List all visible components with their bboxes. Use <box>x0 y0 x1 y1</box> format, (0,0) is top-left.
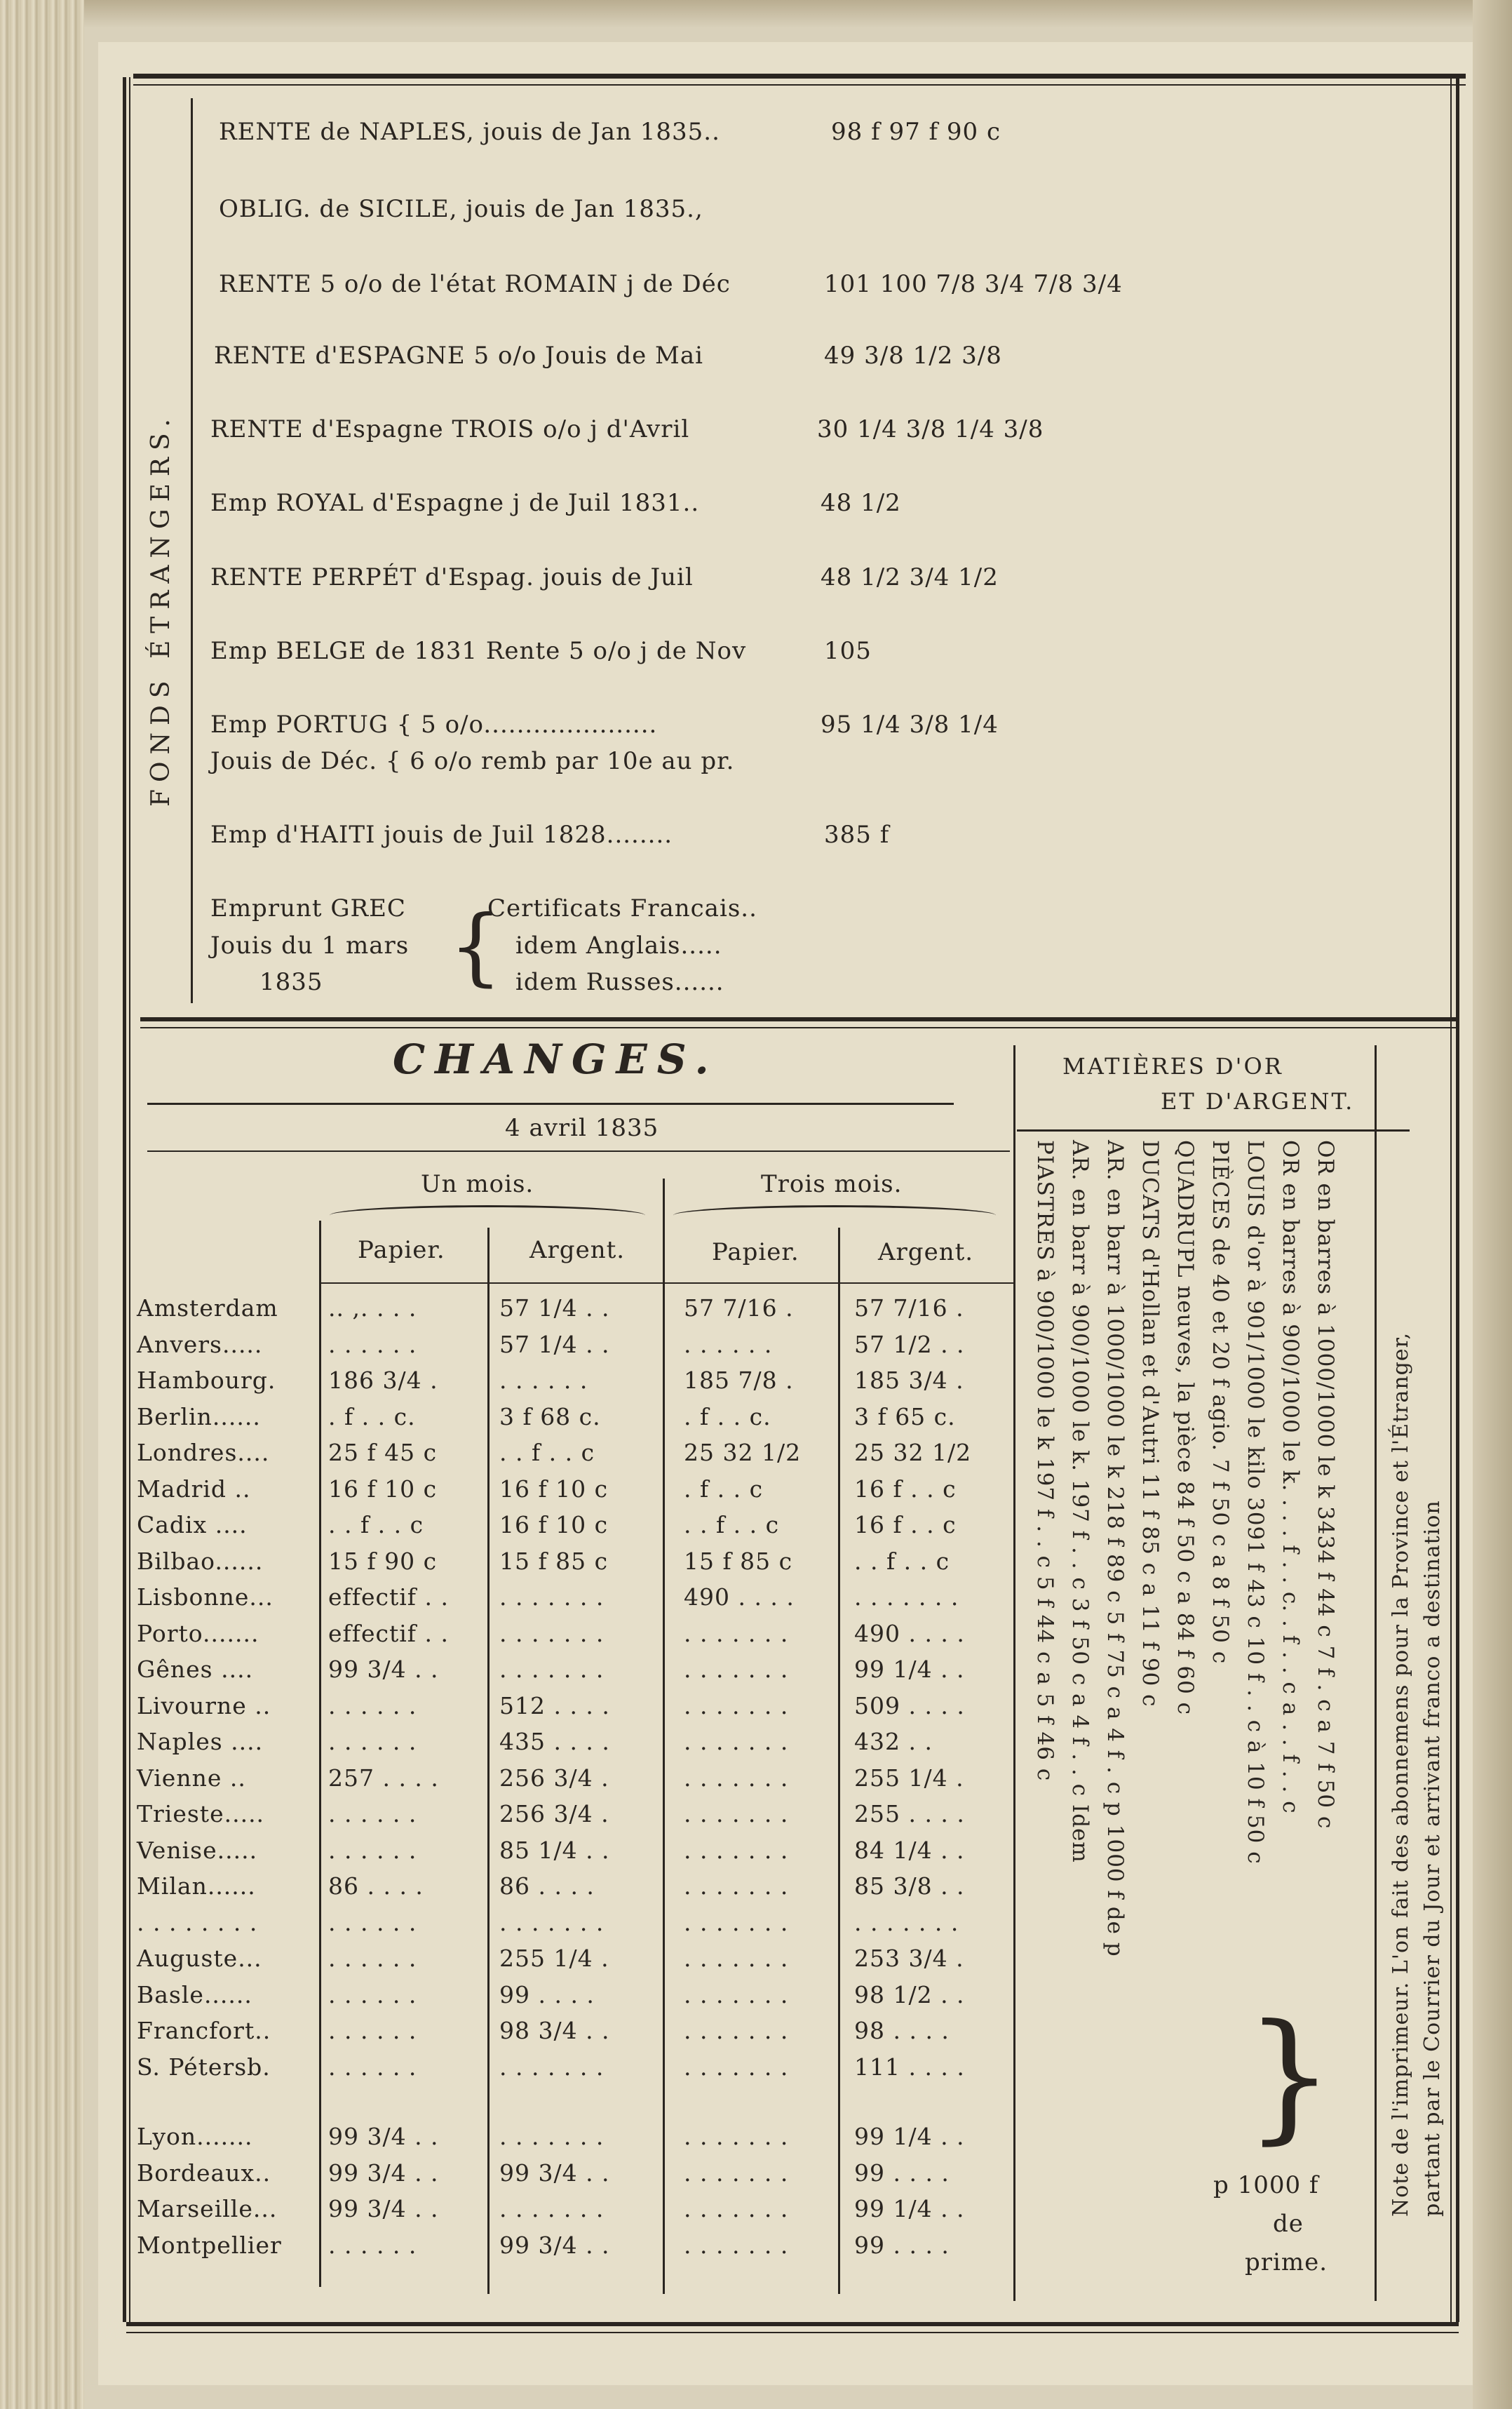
rate-cell-a3: 99 . . . . <box>854 2231 950 2259</box>
note-line-1: Note de l'imprimeur. L'on fait des abonnemens pour la Province et l'Étranger, <box>1389 1331 1413 2217</box>
rate-cell-p1: 86 . . . . <box>328 1872 424 1900</box>
matieres-line: OR en barres à 1000/1000 le k 3434 f 44 c 7 f . c a 7 f 50 c <box>1313 1140 1338 1830</box>
matieres-line: QUADRUPL neuves, la pièce 84 f 50 c a 84 f 60 c <box>1173 1140 1198 1716</box>
group-un-mois: Un mois. <box>421 1170 534 1198</box>
group-trois-mois-arc <box>673 1205 996 1226</box>
city-name: Porto....... <box>137 1619 259 1647</box>
rate-cell-a1: 98 3/4 . . <box>499 2017 610 2044</box>
matieres-title: ET D'ARGENT. <box>1161 1088 1355 1115</box>
rate-cell-a3: 185 3/4 . <box>854 1367 964 1394</box>
rate-cell-a3: 99 1/4 . . <box>854 2123 965 2150</box>
city-name: Francfort.. <box>137 2017 271 2044</box>
rate-cell-a1: 86 . . . . <box>499 1872 595 1900</box>
rate-cell-p1: . . . . . . <box>328 1908 417 1936</box>
rate-cell-p1: 99 3/4 . . <box>328 1656 439 1683</box>
rate-cell-p1: . . . . . . <box>328 2053 417 2081</box>
matieres-line: AR. en barr à 1000/1000 le k 218 f 89 c 5 f 75 c a 4 f . c p 1000 f de p <box>1102 1140 1128 1957</box>
city-name: S. Pétersb. <box>137 2053 271 2081</box>
rate-cell-p1: 257 . . . . <box>328 1764 439 1792</box>
col-divider <box>1013 1045 1015 2301</box>
changes-date: 4 avril 1835 <box>505 1114 659 1142</box>
matieres-line: PIÈCES de 40 et 20 f agio. 7 f 50 c a 8 f 50 c <box>1208 1140 1233 1665</box>
bottom-rule-thin <box>126 2332 1459 2333</box>
rate-cell-a1: . . . . . . . <box>499 1619 605 1647</box>
rate-cell-a3: 57 1/2 . . <box>854 1330 965 1358</box>
rate-cell-p1: . . . . . . <box>328 2231 417 2259</box>
rate-cell-p1: . . . . . . <box>328 1728 417 1755</box>
rate-cell-a3: 490 . . . . <box>854 1619 965 1647</box>
rate-cell-p1: . . . . . . <box>328 2017 417 2044</box>
city-name: Livourne .. <box>137 1691 271 1719</box>
fonds-row-value: 95 1/4 3/8 1/4 <box>821 711 999 739</box>
rate-cell-a1: 85 1/4 . . <box>499 1836 610 1864</box>
rate-cell-p3: . . . . . . <box>684 1330 773 1358</box>
group-trois-mois: Trois mois. <box>761 1170 903 1198</box>
rate-cell-a3: 98 1/2 . . <box>854 1980 965 2008</box>
fonds-row-label: RENTE 5 o/o de l'état ROMAIN j de Déc <box>219 270 731 298</box>
city-name: Lyon....... <box>137 2123 253 2150</box>
prime-label: prime. <box>1245 2248 1328 2276</box>
fonds-row-label: RENTE d'ESPAGNE 5 o/o Jouis de Mai <box>214 342 703 370</box>
rate-cell-a3: 16 f . . c <box>854 1511 957 1538</box>
col-papier-1: Papier. <box>358 1236 445 1264</box>
rate-cell-a1: . . . . . . . <box>499 1656 605 1683</box>
rate-cell-p1: effectif . . <box>328 1619 449 1647</box>
rate-cell-a1: 3 f 68 c. <box>499 1402 601 1430</box>
book-page-edges <box>0 0 84 2409</box>
city-name: Amsterdam <box>137 1294 278 1322</box>
rate-cell-p3: . . . . . . . <box>684 1980 789 2008</box>
book-right-margin <box>1473 0 1512 2409</box>
prime-label: p 1000 f <box>1213 2171 1319 2199</box>
rate-cell-a3: 3 f 65 c. <box>854 1402 956 1430</box>
fonds-row-value: 30 1/4 3/8 1/4 3/8 <box>817 415 1044 443</box>
fonds-row-label: Jouis de Déc. { 6 o/o remb par 10e au pr. <box>210 747 735 775</box>
city-name: . . . . . . . . <box>137 1908 258 1936</box>
col-papier-3: Papier. <box>712 1238 799 1266</box>
grec-value: idem Anglais..... <box>515 932 722 960</box>
matieres-title: MATIÈRES D'OR <box>1062 1053 1283 1080</box>
fonds-row-label: Emp d'HAITI jouis de Juil 1828........ <box>210 821 673 849</box>
rate-cell-a1: 16 f 10 c <box>499 1475 609 1503</box>
city-name: Auguste... <box>137 1945 262 1972</box>
rate-cell-p3: . . . . . . . <box>684 1691 789 1719</box>
matieres-title-rule <box>1017 1129 1410 1132</box>
fonds-row-label: Emp PORTUG { 5 o/o..................... <box>210 711 658 739</box>
fonds-row-label: RENTE PERPÉT d'Espag. jouis de Juil <box>210 563 694 591</box>
rate-cell-p3: . . f . . c <box>684 1511 780 1538</box>
city-name: Madrid .. <box>137 1475 251 1503</box>
city-name: Basle...... <box>137 1980 252 2008</box>
rate-cell-p1: effectif . . <box>328 1583 449 1611</box>
grec-value: Certificats Francais.. <box>487 894 757 922</box>
rate-cell-a1: 99 3/4 . . <box>499 2231 610 2259</box>
fonds-row-value: 105 <box>824 637 872 665</box>
note-divider <box>1375 1045 1377 2301</box>
rate-cell-p3: . . . . . . . <box>684 2053 789 2081</box>
city-name: Trieste..... <box>137 1800 265 1827</box>
fonds-row-value: 101 100 7/8 3/4 7/8 3/4 <box>824 270 1123 298</box>
rate-cell-a1: . . . . . . . <box>499 1583 605 1611</box>
rate-cell-a3: 111 . . . . <box>854 2053 965 2081</box>
col-header-rule <box>319 1282 1013 1284</box>
fonds-row-label: RENTE d'Espagne TROIS o/o j d'Avril <box>210 415 690 443</box>
left-border <box>123 77 126 2322</box>
rate-cell-a3: 509 . . . . <box>854 1691 965 1719</box>
col-divider <box>838 1228 840 2294</box>
right-border <box>1456 77 1459 2322</box>
col-divider <box>663 1179 665 2294</box>
rate-cell-a3: 432 . . <box>854 1728 933 1755</box>
fonds-label-divider <box>191 98 193 1003</box>
city-name: Bordeaux.. <box>137 2159 271 2187</box>
rate-cell-a3: . . . . . . . <box>854 1583 959 1611</box>
rate-cell-a1: 435 . . . . <box>499 1728 610 1755</box>
rate-cell-a3: 99 1/4 . . <box>854 2195 965 2222</box>
rate-cell-a1: 512 . . . . <box>499 1691 610 1719</box>
top-double-rule <box>133 74 1466 79</box>
rate-cell-a3: 25 32 1/2 <box>854 1439 972 1466</box>
rate-cell-a3: 98 . . . . <box>854 2017 950 2044</box>
rate-cell-a3: 99 1/4 . . <box>854 1656 965 1683</box>
rate-cell-p3: . . . . . . . <box>684 1656 789 1683</box>
rate-cell-p1: . f . . c. <box>328 1402 416 1430</box>
grec-brace: { <box>449 898 504 995</box>
rate-cell-p1: . . . . . . <box>328 1691 417 1719</box>
prime-brace: } <box>1245 1994 1335 2158</box>
fonds-row-label: RENTE de NAPLES, jouis de Jan 1835.. <box>219 118 720 146</box>
rate-cell-a1: . . . . . . . <box>499 2123 605 2150</box>
rate-cell-p1: . . . . . . <box>328 1980 417 2008</box>
rate-cell-p1: 25 f 45 c <box>328 1439 438 1466</box>
rate-cell-a1: 15 f 85 c <box>499 1547 609 1575</box>
rate-cell-p1: .. ,. . . . <box>328 1294 417 1322</box>
rate-cell-p3: . . . . . . . <box>684 1872 789 1900</box>
rate-cell-a3: 99 . . . . <box>854 2159 950 2187</box>
city-name: Vienne .. <box>137 1764 246 1792</box>
changes-title-rule <box>147 1103 954 1105</box>
section-double-rule <box>140 1017 1459 1021</box>
rate-cell-a1: . . . . . . . <box>499 2053 605 2081</box>
matieres-line: OR en barres à 900/1000 le k. . . . f . . c. . f . . c a . . f . . c <box>1278 1140 1303 1814</box>
top-rule-thin <box>133 84 1466 86</box>
city-name: Cadix .... <box>137 1511 248 1538</box>
rate-cell-p1: 15 f 90 c <box>328 1547 438 1575</box>
city-name: Lisbonne... <box>137 1583 274 1611</box>
rate-cell-p1: . . . . . . <box>328 1330 417 1358</box>
rate-cell-p3: . . . . . . . <box>684 1728 789 1755</box>
col-argent-1: Argent. <box>529 1236 626 1264</box>
rate-cell-p3: 185 7/8 . <box>684 1367 794 1394</box>
rate-cell-p1: . . . . . . <box>328 1836 417 1864</box>
fonds-row-value: 48 1/2 3/4 1/2 <box>821 563 999 591</box>
city-name: Berlin...... <box>137 1402 261 1430</box>
rate-cell-p3: . . . . . . . <box>684 2159 789 2187</box>
note-line-2: partant par le Courrier du Jour et arrivant franco a destination <box>1420 1500 1445 2217</box>
rate-cell-p3: . . . . . . . <box>684 1945 789 1972</box>
grec-label: Emprunt GREC <box>210 894 406 922</box>
rate-cell-p3: . f . . c <box>684 1475 764 1503</box>
city-name: Londres.... <box>137 1439 270 1466</box>
fonds-row-label: OBLIG. de SICILE, jouis de Jan 1835., <box>219 195 703 223</box>
matieres-line: PIASTRES à 900/1000 le k 197 f . . c 5 f 44 c a 5 f 46 c <box>1032 1140 1058 1782</box>
rate-cell-a1: 99 . . . . <box>499 1980 595 2008</box>
changes-title: CHANGES. <box>393 1035 719 1083</box>
grec-label: Jouis du 1 mars <box>210 932 410 960</box>
rate-cell-p3: . . . . . . . <box>684 1908 789 1936</box>
col-argent-3: Argent. <box>878 1238 974 1266</box>
rate-cell-a3: 57 7/16 . <box>854 1294 964 1322</box>
city-name: Gênes .... <box>137 1656 254 1683</box>
rate-cell-a1: 16 f 10 c <box>499 1511 609 1538</box>
section-rule-thin <box>140 1027 1459 1028</box>
rate-cell-a1: 57 1/4 . . <box>499 1294 610 1322</box>
col-divider <box>487 1228 490 2294</box>
rate-cell-a3: . . f . . c <box>854 1547 950 1575</box>
rate-cell-a1: . . . . . . <box>499 1367 588 1394</box>
rate-cell-a3: 84 1/4 . . <box>854 1836 965 1864</box>
rate-cell-a1: 57 1/4 . . <box>499 1330 610 1358</box>
rate-cell-p1: 99 3/4 . . <box>328 2195 439 2222</box>
rate-cell-a3: 255 1/4 . <box>854 1764 964 1792</box>
city-name: Marseille... <box>137 2195 278 2222</box>
rate-cell-p3: . . . . . . . <box>684 2123 789 2150</box>
rate-cell-p3: . . . . . . . <box>684 1619 789 1647</box>
rate-cell-a3: 255 . . . . <box>854 1800 965 1827</box>
fonds-row-value: 385 f <box>824 821 890 849</box>
rate-cell-a1: 99 3/4 . . <box>499 2159 610 2187</box>
fonds-row-label: Emp ROYAL d'Espagne j de Juil 1831.. <box>210 489 700 517</box>
city-name: Bilbao...... <box>137 1547 264 1575</box>
rate-cell-p1: . . . . . . <box>328 1800 417 1827</box>
fonds-side-label: FONDS ÉTRANGERS. <box>147 412 175 807</box>
fonds-row-value: 49 3/8 1/2 3/8 <box>824 342 1002 370</box>
city-name: Naples .... <box>137 1728 264 1755</box>
rate-cell-p1: 186 3/4 . <box>328 1367 438 1394</box>
rate-cell-p3: 490 . . . . <box>684 1583 795 1611</box>
city-name: Montpellier <box>137 2231 282 2259</box>
rate-cell-a3: 16 f . . c <box>854 1475 957 1503</box>
rate-cell-p3: . . . . . . . <box>684 2231 789 2259</box>
rate-cell-p3: . . . . . . . <box>684 1764 789 1792</box>
fonds-row-value: 98 f 97 f 90 c <box>831 118 1001 146</box>
rate-cell-p1: 99 3/4 . . <box>328 2159 439 2187</box>
book-top-edge <box>0 0 1512 28</box>
fonds-row-value: 48 1/2 <box>821 489 901 517</box>
rate-cell-a1: . . f . . c <box>499 1439 595 1466</box>
city-name: Milan...... <box>137 1872 256 1900</box>
rate-cell-p3: . f . . c. <box>684 1402 771 1430</box>
prime-label: de <box>1273 2210 1304 2238</box>
changes-date-rule <box>147 1150 1010 1152</box>
rate-cell-p1: . . f . . c <box>328 1511 424 1538</box>
right-border-thin <box>1450 77 1452 2322</box>
col-divider <box>319 1221 321 2287</box>
rate-cell-p1: 16 f 10 c <box>328 1475 438 1503</box>
rate-cell-p3: . . . . . . . <box>684 1836 789 1864</box>
rate-cell-p3: 57 7/16 . <box>684 1294 794 1322</box>
matieres-line: LOUIS d'or à 901/1000 le kilo 3091 f 43 c 10 f . . c à 10 f 50 c <box>1243 1140 1268 1865</box>
grec-value: idem Russes...... <box>515 968 724 996</box>
fonds-row-label: Emp BELGE de 1831 Rente 5 o/o j de Nov <box>210 637 747 665</box>
rate-cell-p3: 25 32 1/2 <box>684 1439 802 1466</box>
rate-cell-a1: 255 1/4 . <box>499 1945 609 1972</box>
matieres-line: AR. en barr à 900/1000 le k. 197 f . . c 3 f 50 c a 4 f . . c Idem <box>1067 1140 1093 1863</box>
city-name: Hambourg. <box>137 1367 276 1394</box>
rate-cell-p3: . . . . . . . <box>684 2017 789 2044</box>
rate-cell-p1: 99 3/4 . . <box>328 2123 439 2150</box>
matieres-line: DUCATS d'Hollan et d'Autri 11 f 85 c a 11 f 90 c <box>1138 1140 1163 1707</box>
rate-cell-p3: 15 f 85 c <box>684 1547 793 1575</box>
city-name: Anvers..... <box>137 1330 263 1358</box>
rate-cell-p3: . . . . . . . <box>684 2195 789 2222</box>
city-name: Venise..... <box>137 1836 258 1864</box>
rate-cell-a3: 85 3/8 . . <box>854 1872 965 1900</box>
rate-cell-a3: . . . . . . . <box>854 1908 959 1936</box>
rate-cell-a1: . . . . . . . <box>499 1908 605 1936</box>
rate-cell-a3: 253 3/4 . <box>854 1945 964 1972</box>
left-border-thin <box>129 77 130 2322</box>
grec-label: 1835 <box>259 968 323 996</box>
group-un-mois-arc <box>330 1205 645 1226</box>
rate-cell-a1: . . . . . . . <box>499 2195 605 2222</box>
rate-cell-p1: . . . . . . <box>328 1945 417 1972</box>
bottom-double-rule <box>126 2322 1459 2326</box>
rate-cell-a1: 256 3/4 . <box>499 1764 609 1792</box>
rate-cell-p3: . . . . . . . <box>684 1800 789 1827</box>
rate-cell-a1: 256 3/4 . <box>499 1800 609 1827</box>
